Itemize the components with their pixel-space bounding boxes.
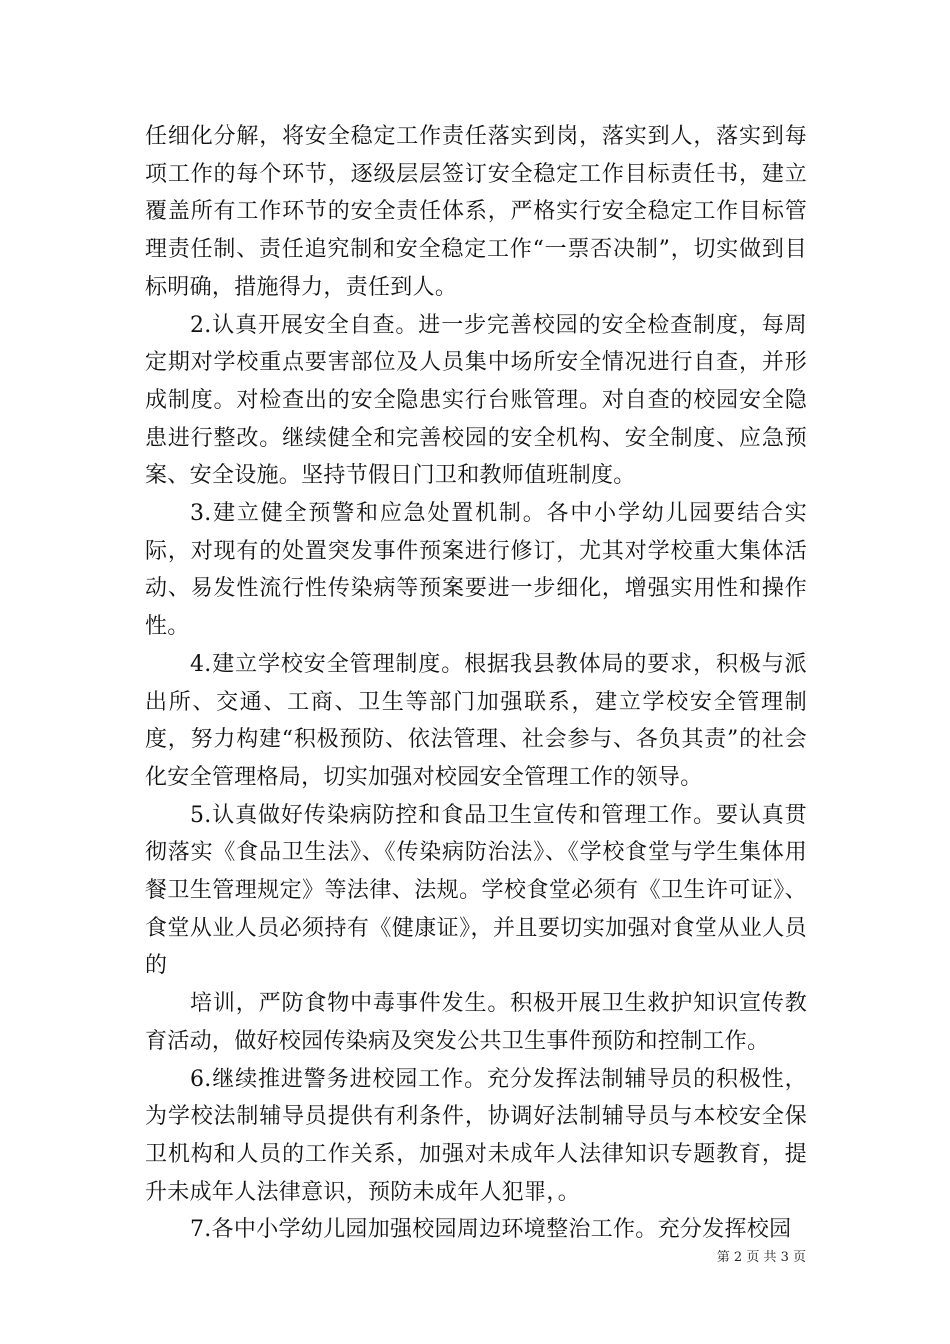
paragraph-training: 培训，严防食物中毒事件发生。积极开展卫生救护知识宣传教育活动，做好校园传染病及突发公共卫生事件预防和控制工作。: [145, 991, 807, 1054]
paragraph-safety-management-system: 4.建立学校安全管理制度。根据我县教体局的要求，积极与派出所、交通、工商、卫生等部门加强联系，建立学校安全管理制度，努力构建“积极预防、依法管理、社会参与、各负其责”的社会化安全管理格局，切实加强对校园安全管理工作的领导。: [145, 651, 807, 790]
paragraph-police-campus: 6.继续推进警务进校园工作。充分发挥法制辅导员的积极性，为学校法制辅导员提供有利条件，协调好法制辅导员与本校安全保卫机构和人员的工作关系，加强对未成年人法律知识专题教育，提升未成年人法律意识，预防未成年人犯罪，。: [145, 1066, 807, 1205]
paragraph-safety-self-check: 2.认真开展安全自查。进一步完善校园的安全检查制度，每周定期对学校重点要害部位及人员集中场所安全情况进行自查，并形成制度。对检查出的安全隐患实行台账管理。对自查的校园安全隐患进行整改。继续健全和完善校园的安全机构、安全制度、应急预案、安全设施。坚持节假日门卫和教师值班制度。: [145, 312, 807, 489]
paragraph-continuation: 任细化分解，将安全稳定工作责任落实到岗，落实到人，落实到每项工作的每个环节，逐级层层签订安全稳定工作目标责任书，建立覆盖所有工作环节的安全责任体系，严格实行安全稳定工作目标管理责任制、责任追究制和安全稳定工作“一票否决制”，切实做到目标明确，措施得力，责任到人。: [145, 124, 807, 300]
paragraph-campus-environment: 7.各中小学幼儿园加强校园周边环境整治工作。充分发挥校园: [190, 1217, 792, 1243]
paragraph-disease-food-hygiene: 5.认真做好传染病防控和食品卫生宣传和管理工作。要认真贯彻落实《食品卫生法》、《传染病防治法》、《学校食堂与学生集体用餐卫生管理规定》等法律、法规。学校食堂必须有《卫生许可证》、食堂从业人员必须持有《健康证》，并且要切实加强对食堂从业人员的: [145, 802, 807, 979]
page-number: 第 2 页 共 3 页: [716, 1250, 806, 1265]
document-body: [145, 118, 807, 1249]
paragraph-emergency-mechanism: 3.建立健全预警和应急处置机制。各中小学幼儿园要结合实际，对现有的处置突发事件预案进行修订，尤其对学校重大集体活动、易发性流行性传染病等预案要进一步细化，增强实用性和操作性。: [145, 501, 807, 640]
